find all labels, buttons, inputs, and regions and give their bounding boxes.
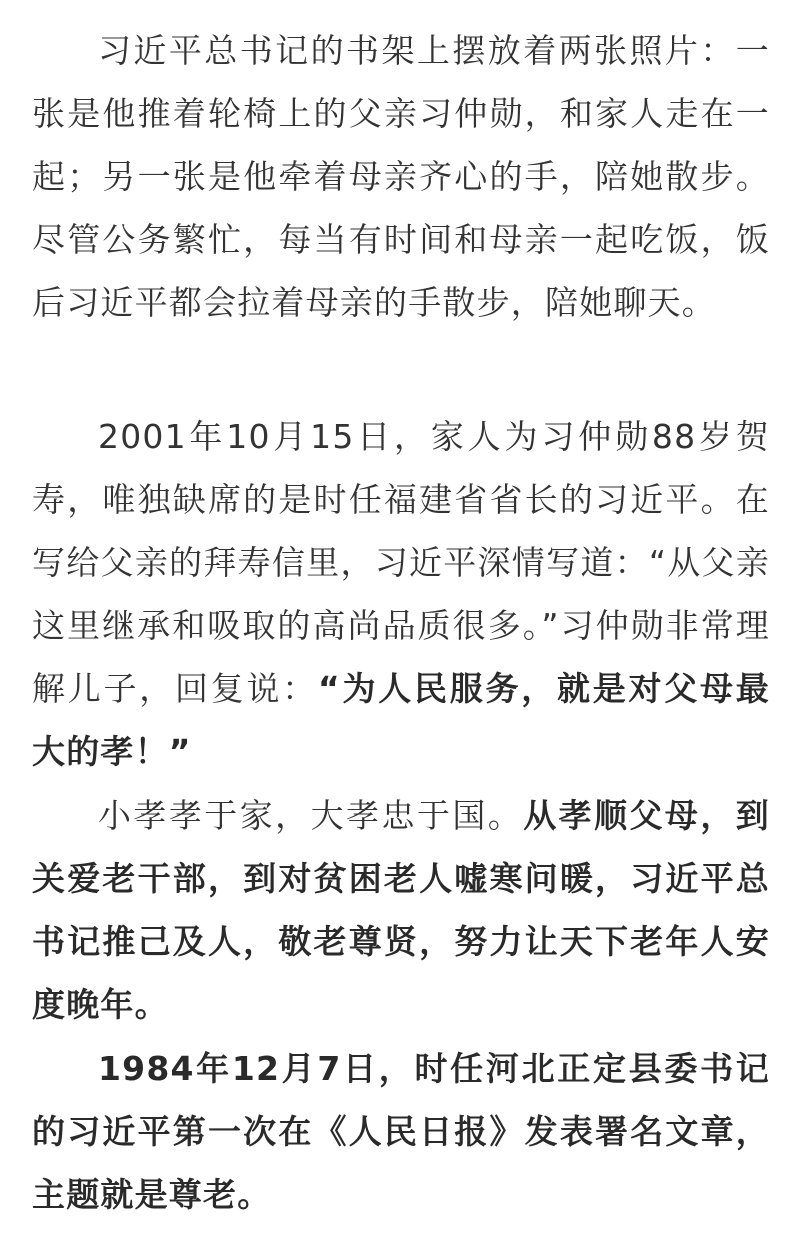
paragraph-text: 小孝孝于家，大孝忠于国。 xyxy=(98,796,524,835)
paragraph-text: 习近平总书记的书架上摆放着两张照片：一张是他推着轮椅上的父亲习仲勋，和家人走在一起；另一张是他牵着母亲齐心的手，陪她散步。尽管公务繁忙，每当有时间和母亲一起吃饭，饭后习近平都会拉着母亲的手散步，陪她聊天。 xyxy=(32,31,770,322)
paragraph-text-bold: 1984年12月7日，时任河北正定县委书记的习近平第一次在《人民日报》发表署名文章，主题就是尊老。 xyxy=(32,1049,770,1214)
paragraph-first-article xyxy=(32,1037,770,1226)
paragraph-text-bold: 从孝顺父母，到关爱老干部，到对贫困老人嘘寒问暖，习近平总书记推己及人，敬老尊贤，努力让天下老年人安度晚年。 xyxy=(32,796,770,1024)
paragraph-text: 2001年10月15日，家人为习仲勋88岁贺寿，唯独缺席的是时任福建省省长的习近平。在写给父亲的拜寿信里，习近平深情写道：“从父亲这里继承和吸取的高尚品质很多。”习仲勋非常理解儿子，回复说： xyxy=(32,417,770,708)
paragraph-birthday-letter xyxy=(32,405,770,783)
paragraph-quote-bold: “为人民服务，就是对父母最大的孝！” xyxy=(32,669,770,771)
paragraph-bookshelf-photos xyxy=(32,19,770,334)
paragraph-filial-piety xyxy=(32,784,770,1036)
